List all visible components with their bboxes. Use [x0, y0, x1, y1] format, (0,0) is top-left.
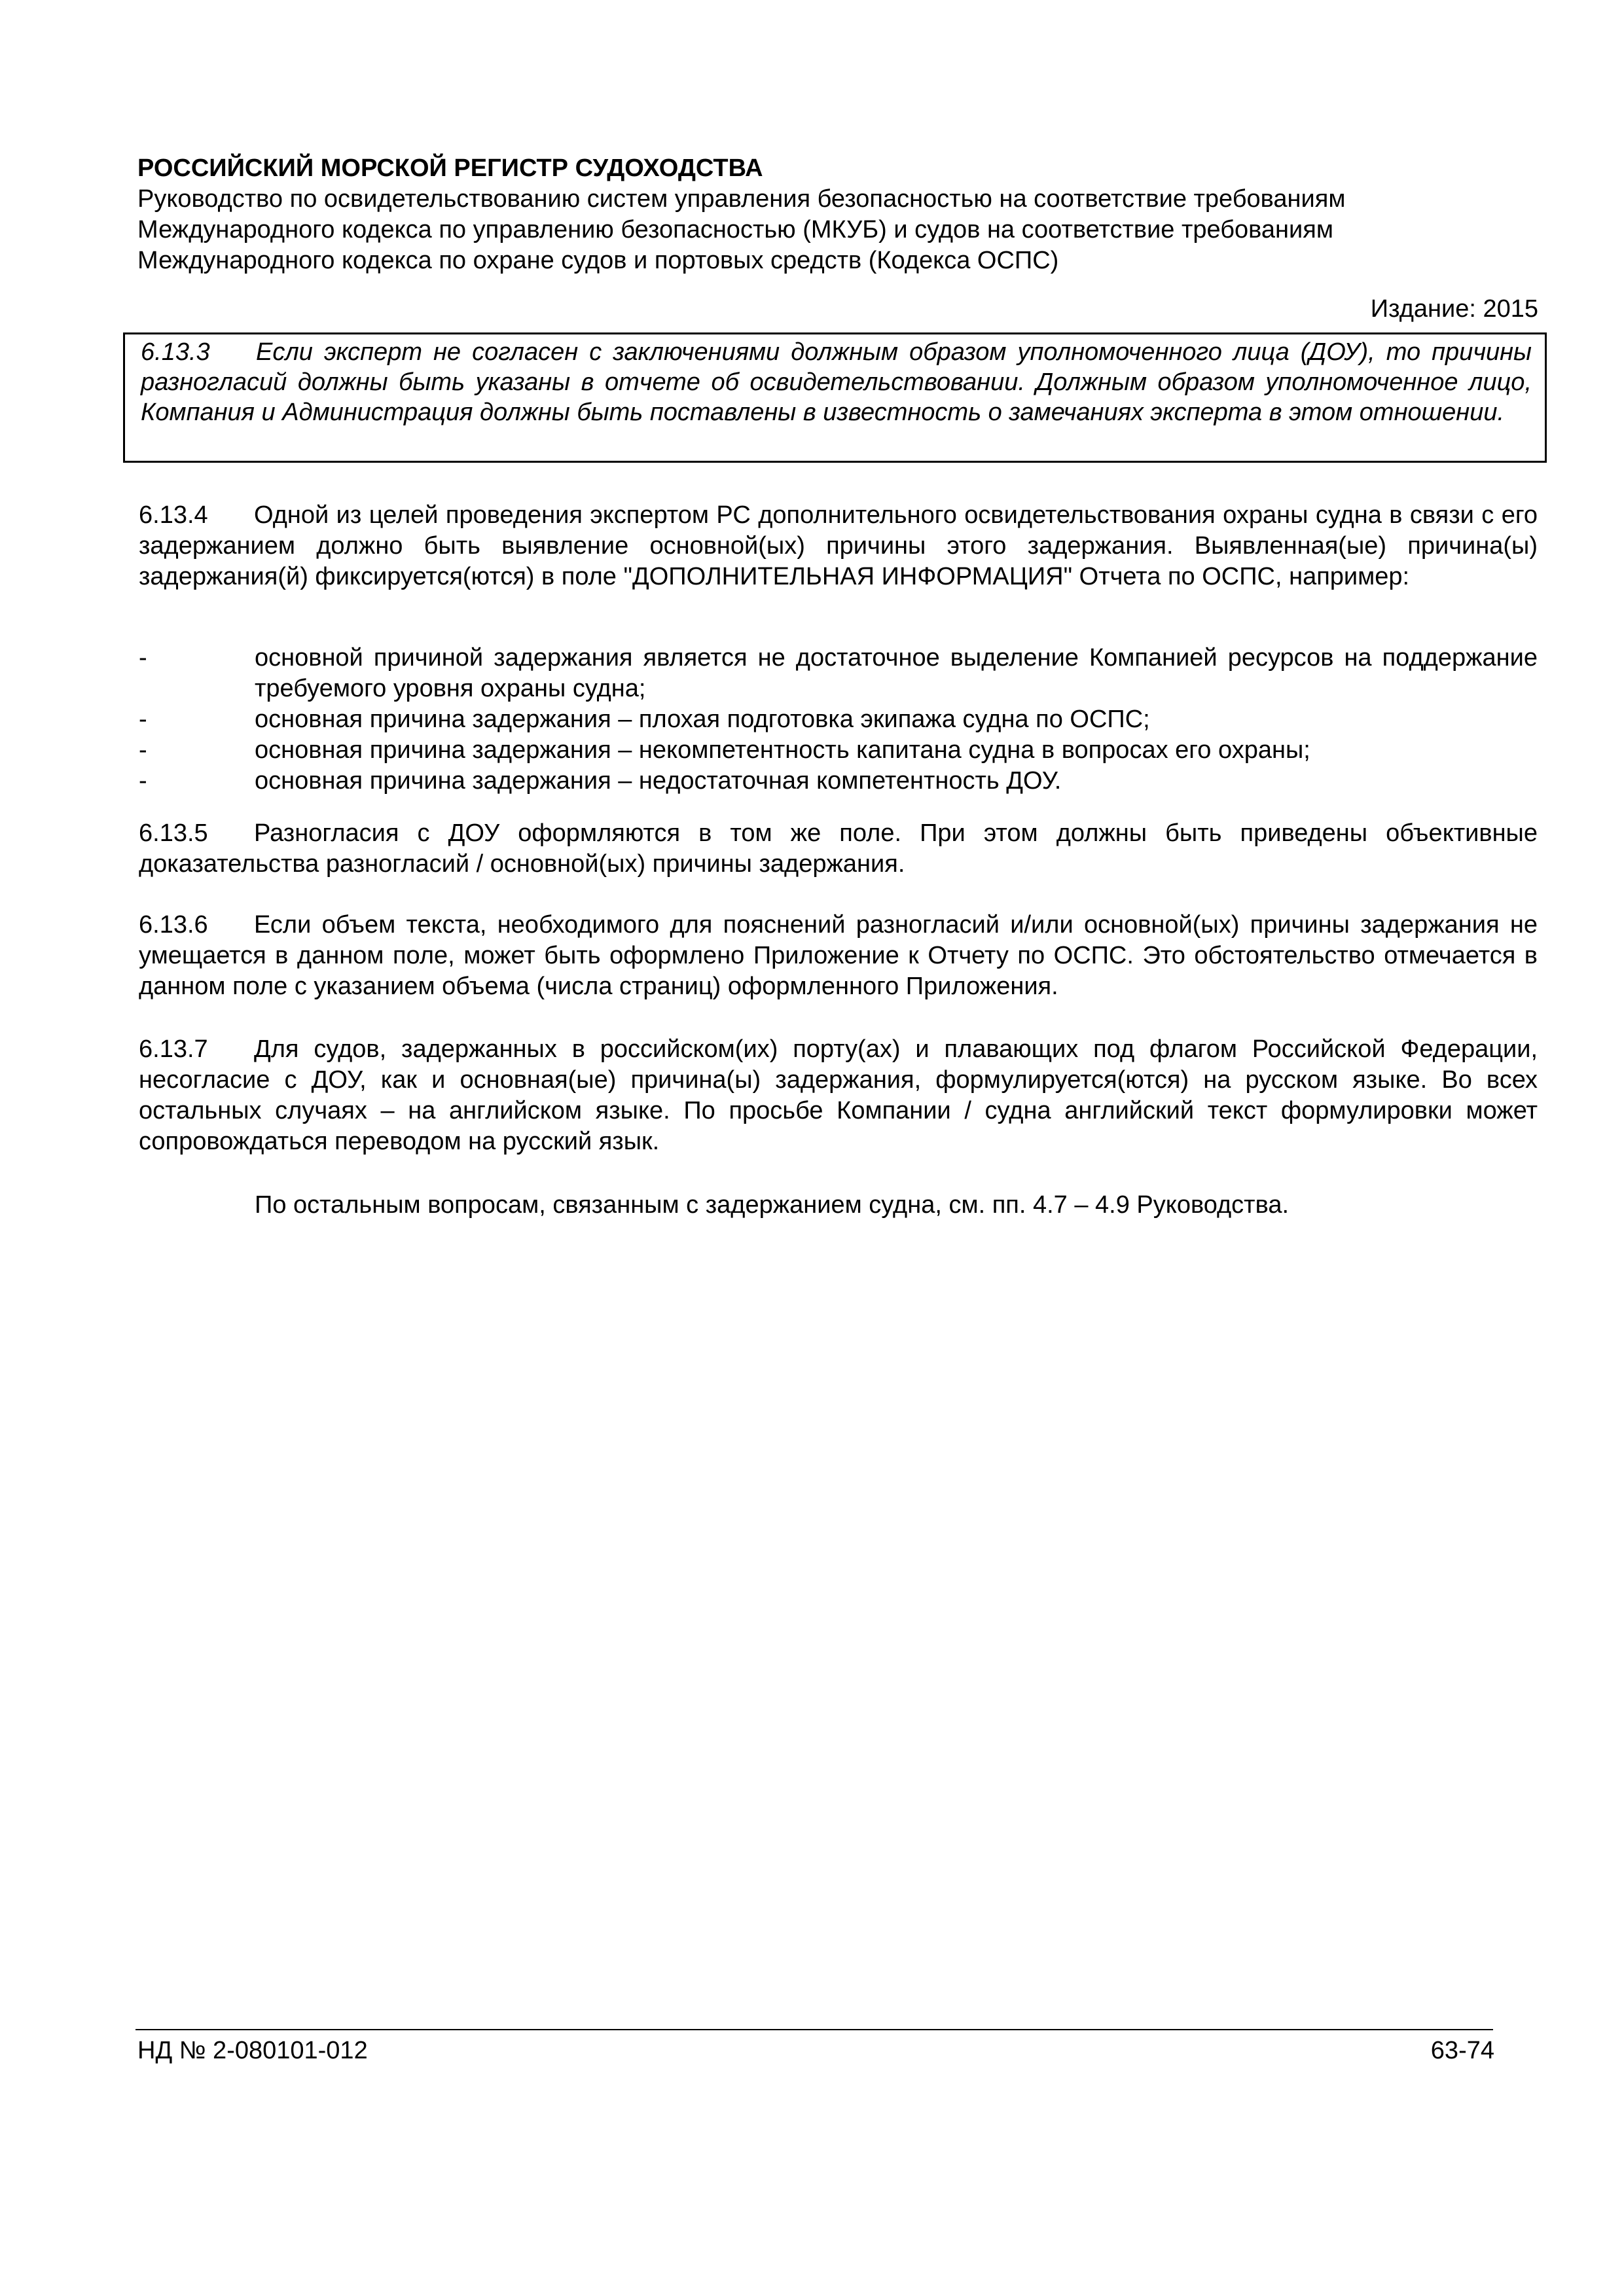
- section-6-13-7: [139, 1034, 1538, 1157]
- organization-title: РОССИЙСКИЙ МОРСКОЙ РЕГИСТР СУДОХОДСТВА: [137, 154, 763, 182]
- page-number: 63-74: [1430, 2037, 1494, 2064]
- footer-divider: [135, 2029, 1493, 2030]
- section-number: 6.13.3: [141, 338, 210, 366]
- guide-title-line-2: Международного кодекса по управлению безопасностью (МКУБ) и судов на соответствие требованиям: [137, 216, 1333, 243]
- section-6-13-5: [139, 818, 1538, 880]
- boxed-note-6-13-3: [123, 332, 1547, 463]
- list-item: [139, 735, 1538, 766]
- dash-marker: -: [139, 644, 147, 672]
- section-6-13-6: [139, 910, 1538, 1002]
- note-text: Если эксперт не согласен с заключениями должным образом уполномоченного лица (ДОУ), то причины разногласий должны быть указаны в отчете об освидетельствовании. Должным образом уполномоченное лицо, Компания и Администрация должны быть поставлены в известность о замечаниях эксперта в этом отношении.: [141, 338, 1532, 426]
- section-number: 6.13.5: [139, 819, 208, 847]
- closing-paragraph: По остальным вопросам, связанным с задержанием судна, см. пп. 4.7 – 4.9 Руководства.: [255, 1191, 1290, 1219]
- list-item: [139, 704, 1538, 735]
- dash-marker: -: [139, 706, 147, 733]
- section-number: 6.13.4: [139, 501, 208, 529]
- dash-marker: -: [139, 736, 147, 764]
- section-number: 6.13.6: [139, 911, 208, 939]
- section-number: 6.13.7: [139, 1035, 208, 1063]
- guide-title-line-3: Международного кодекса по охране судов и портовых средств (Кодекса ОСПС): [137, 247, 1059, 274]
- list-item-text: основная причина задержания – некомпетентность капитана судна в вопросах его охраны;: [255, 736, 1310, 764]
- document-header: [137, 153, 1538, 276]
- list-item-text: основная причина задержания – плохая подготовка экипажа судна по ОСПС;: [255, 706, 1150, 733]
- document-number: НД № 2-080101-012: [137, 2037, 368, 2064]
- dash-marker: -: [139, 767, 147, 795]
- guide-title-line-1: Руководство по освидетельствованию систем управления безопасностью на соответствие требованиям: [137, 185, 1346, 213]
- edition-label: Издание: 2015: [1370, 295, 1538, 323]
- list-item-text: основной причиной задержания является не достаточное выделение Компанией ресурсов на поддержание требуемого уровня охраны судна;: [255, 644, 1538, 702]
- list-item: [139, 643, 1538, 704]
- section-text: Для судов, задержанных в российском(их) порту(ах) и плавающих под флагом Российской Федерации, несогласие с ДОУ, как и основная(ые) причина(ы) задержания, формулируется(ются) на русском языке. Во всех остальных случаях – на английском языке. По просьбе Компании / судна английский текст формулировки может сопровождаться переводом на русский язык.: [139, 1035, 1538, 1155]
- section-text: Если объем текста, необходимого для пояснений разногласий и/или основной(ых) причины задержания не умещается в данном поле, может быть оформлено Приложение к Отчету по ОСПС. Это обстоятельство отмечается в данном поле с указанием объема (числа страниц) оформленного Приложения.: [139, 911, 1538, 1000]
- section-6-13-4: [139, 500, 1538, 592]
- bullet-list: [139, 643, 1538, 797]
- list-item-text: основная причина задержания – недостаточная компетентность ДОУ.: [255, 767, 1062, 795]
- section-text: Одной из целей проведения экспертом РС дополнительного освидетельствования охраны судна в связи с его задержанием должно быть выявление основной(ых) причины этого задержания. Выявленная(ые) причина(ы) задержания(й) фиксируется(ются) в поле "ДОПОЛНИТЕЛЬНАЯ ИНФОРМАЦИЯ" Отчета по ОСПС, например:: [139, 501, 1538, 590]
- section-text: Разногласия с ДОУ оформляются в том же поле. При этом должны быть приведены объективные доказательства разногласий / основной(ых) причины задержания.: [139, 819, 1538, 878]
- list-item: [139, 766, 1538, 797]
